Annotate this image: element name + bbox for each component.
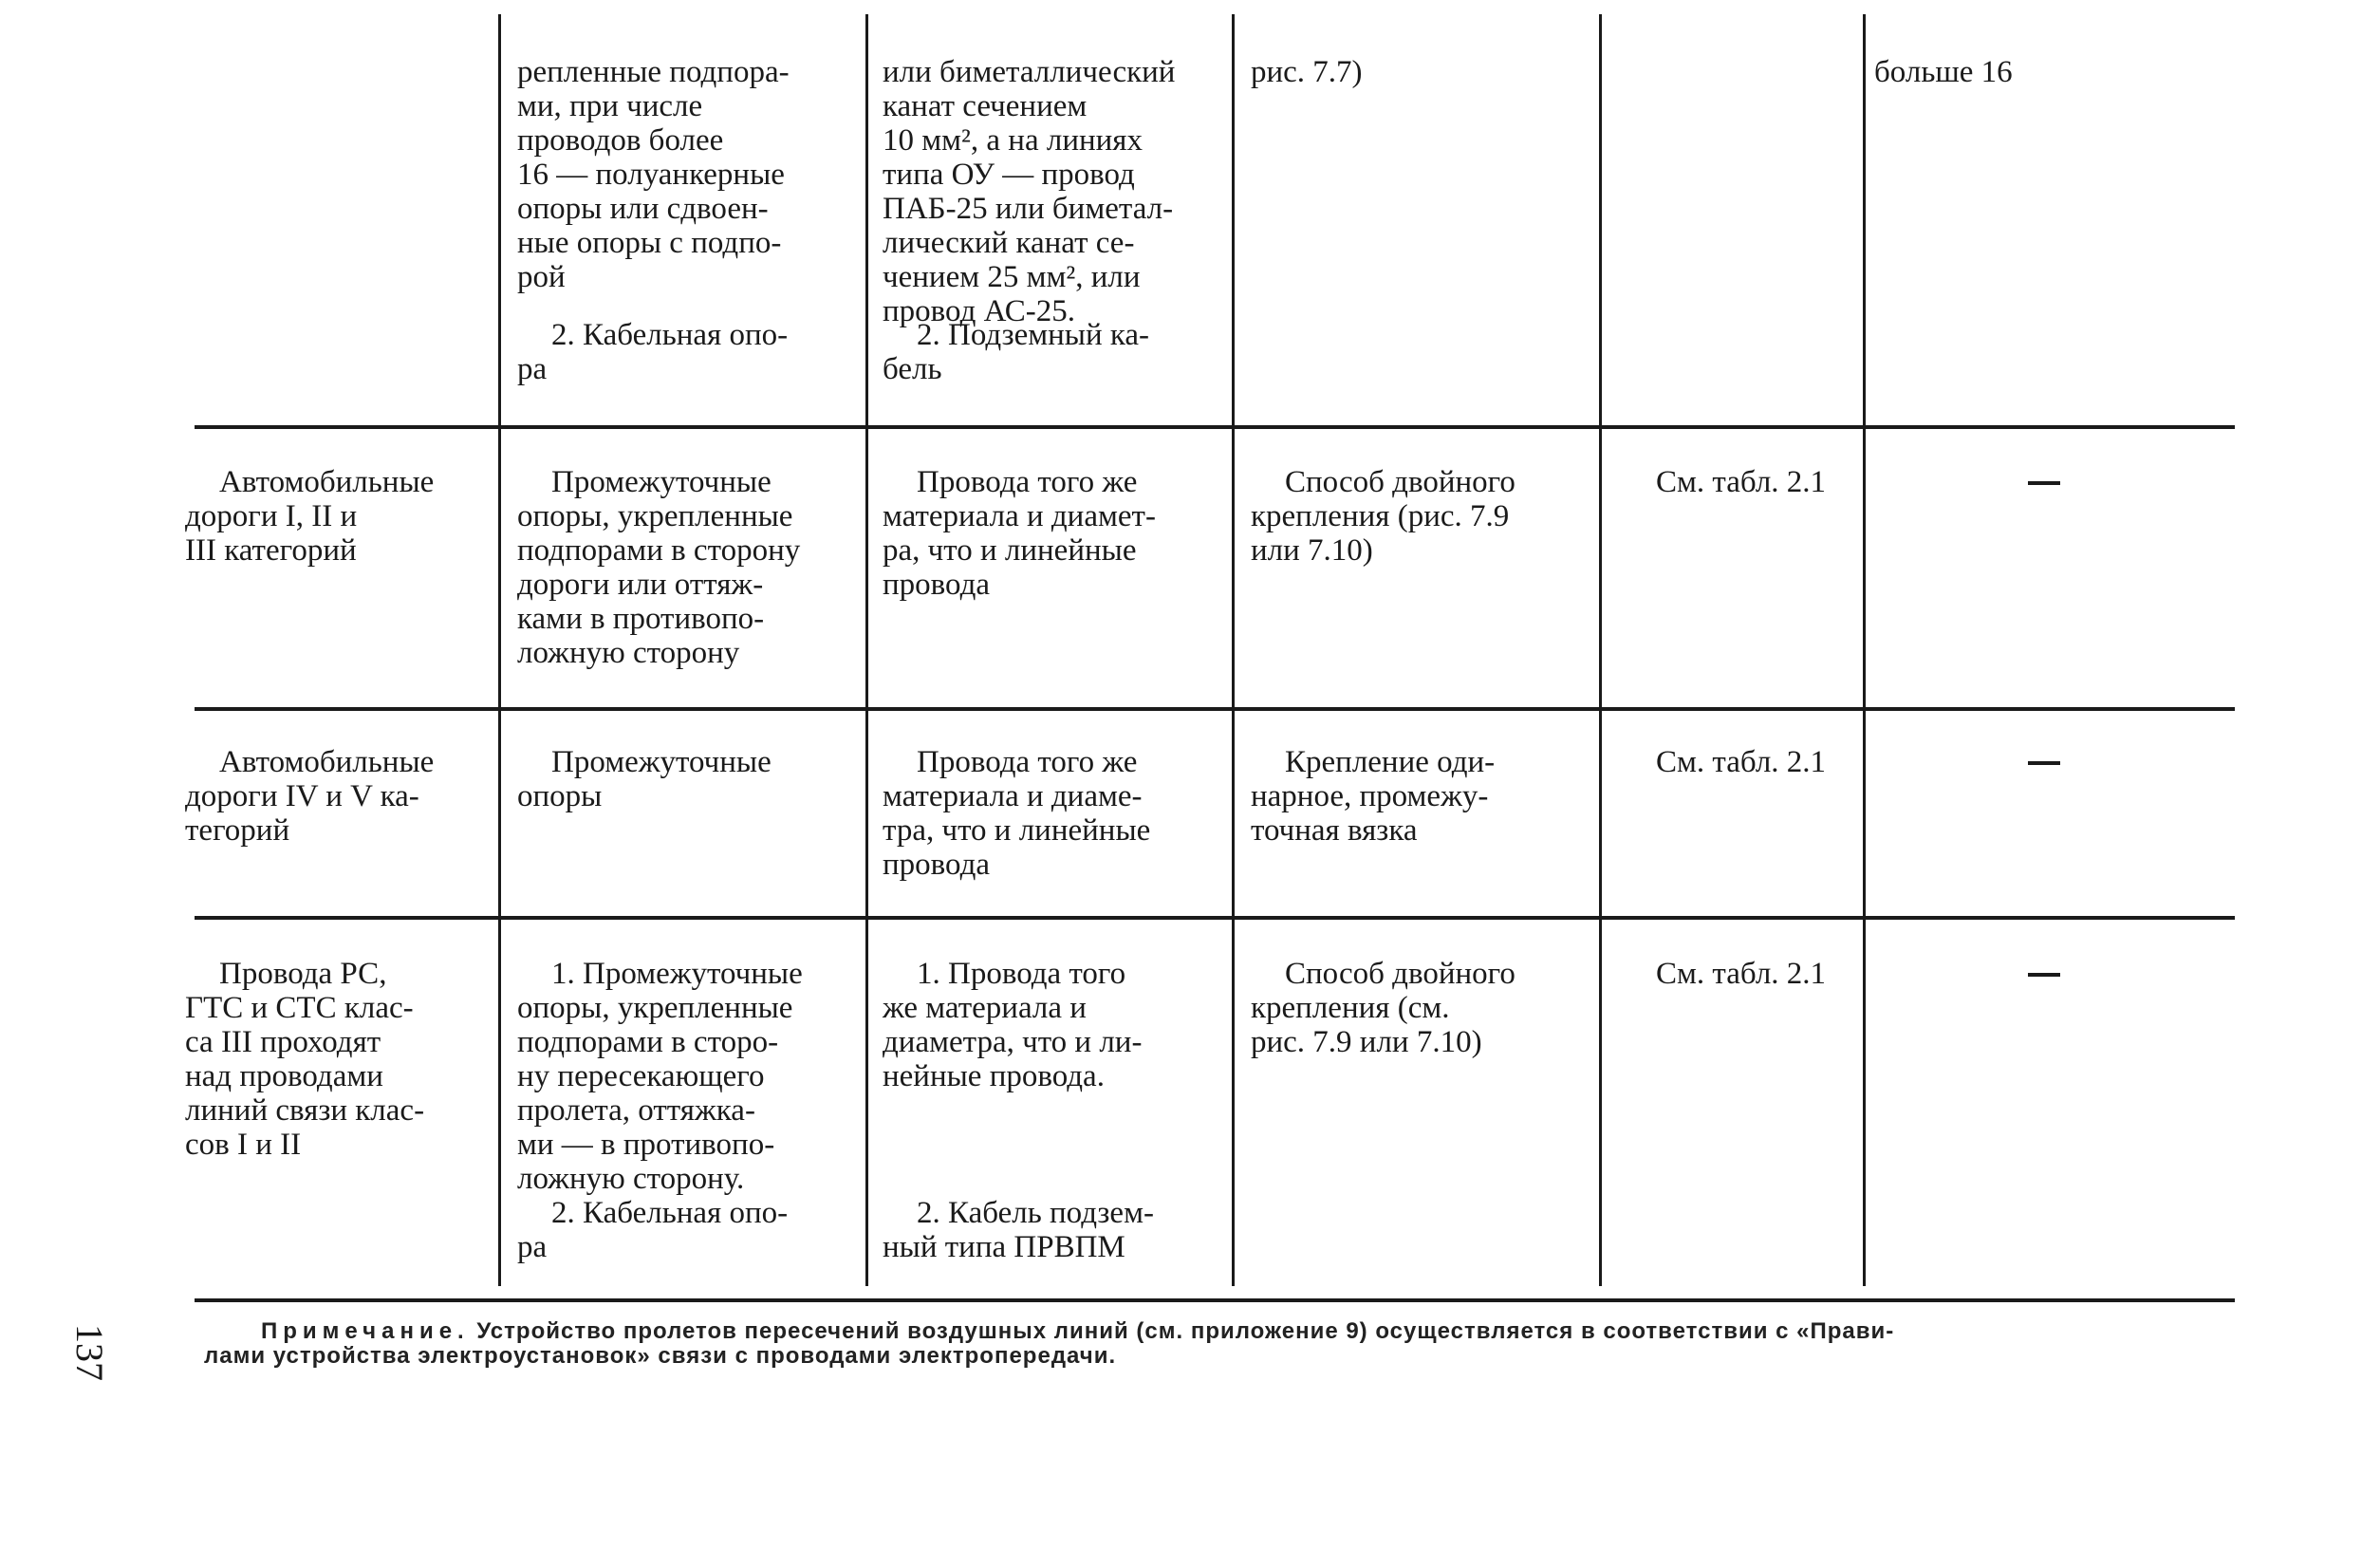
- row4-fastening: Способ двойного крепления (см. рис. 7.9 или 7.10): [1251, 957, 1515, 1059]
- row4-supports-2: 2. Кабельная опо- ра: [517, 1196, 789, 1264]
- row3-crossing: Автомобильные дороги IV и V ка- тегорий: [185, 745, 435, 848]
- row4-dash: [2028, 973, 2060, 977]
- row2-supports: Промежуточные опоры, укрепленные подпорами в сторону дороги или оттяж- ками в противопо- ложную сторону: [517, 465, 801, 670]
- row4-supports: 1. Промежуточные опоры, укрепленные подпорами в сторо- ну пересекающего пролета, оттяжка- ми — в противопо- ложную сторону.: [517, 957, 803, 1196]
- row2-crossing: Автомобильные дороги I, II и III категорий: [185, 465, 435, 568]
- note-line-1: Устройство пролетов пересечений воздушных линий (см. приложение 9) осуществляется в соответствии с «Прави-: [476, 1318, 1895, 1344]
- row2-fastening: Способ двойного крепления (рис. 7.9 или 7.10): [1251, 465, 1515, 568]
- row1-fastening: рис. 7.7): [1251, 55, 1363, 89]
- row2-dash: [2028, 481, 2060, 485]
- row3-wires: Провода того же материала и диаме- тра, что и линейные провода: [883, 745, 1151, 882]
- table-bottom-rule: [195, 1298, 2235, 1302]
- note-line-2: лами устройства электроустановок» связи с проводами электропередачи.: [204, 1343, 1117, 1369]
- row1-extra: больше 16: [1874, 55, 2013, 89]
- column-rule-3: [1232, 14, 1235, 1286]
- row4-wires-2: 2. Кабель подзем- ный типа ПРВПМ: [883, 1196, 1154, 1264]
- row3-supports: Промежуточные опоры: [517, 745, 772, 813]
- row3-fastening: Крепление оди- нарное, промежу- точная вязка: [1251, 745, 1496, 848]
- row3-reference: См. табл. 2.1: [1656, 745, 1827, 779]
- column-rule-5: [1863, 14, 1866, 1286]
- row2-reference: См. табл. 2.1: [1656, 465, 1827, 499]
- row4-crossing: Провода РС, ГТС и СТС клас- са III проходят над проводами линий связи клас- сов I и II: [185, 957, 425, 1162]
- row3-dash: [2028, 761, 2060, 765]
- row4-reference: См. табл. 2.1: [1656, 957, 1827, 991]
- row1-supports: репленные подпора- ми, при числе проводов более 16 — полуанкерные опоры или сдвоен- ные опоры с подпо- рой: [517, 55, 790, 294]
- row1-wires: или биметаллический канат сечением 10 мм², а на линиях типа ОУ — провод ПАБ-25 или биметал- лический канат се- чением 25 мм², или провод АС-25.: [883, 55, 1176, 328]
- column-rule-1: [498, 14, 501, 1286]
- table-note: [204, 1318, 2235, 1369]
- row4-wires: 1. Провода того же материала и диаметра, что и ли- нейные провода.: [883, 957, 1143, 1093]
- column-rule-4: [1599, 14, 1602, 1286]
- page-number: 137: [68, 1324, 111, 1381]
- row2-wires: Провода того же материала и диамет- ра, что и линейные провода: [883, 465, 1156, 602]
- column-rule-2: [865, 14, 868, 1286]
- row1-supports-2: 2. Кабельная опо- ра: [517, 318, 789, 386]
- note-label: Примечание.: [261, 1318, 470, 1344]
- row1-wires-2: 2. Подземный ка- бель: [883, 318, 1150, 386]
